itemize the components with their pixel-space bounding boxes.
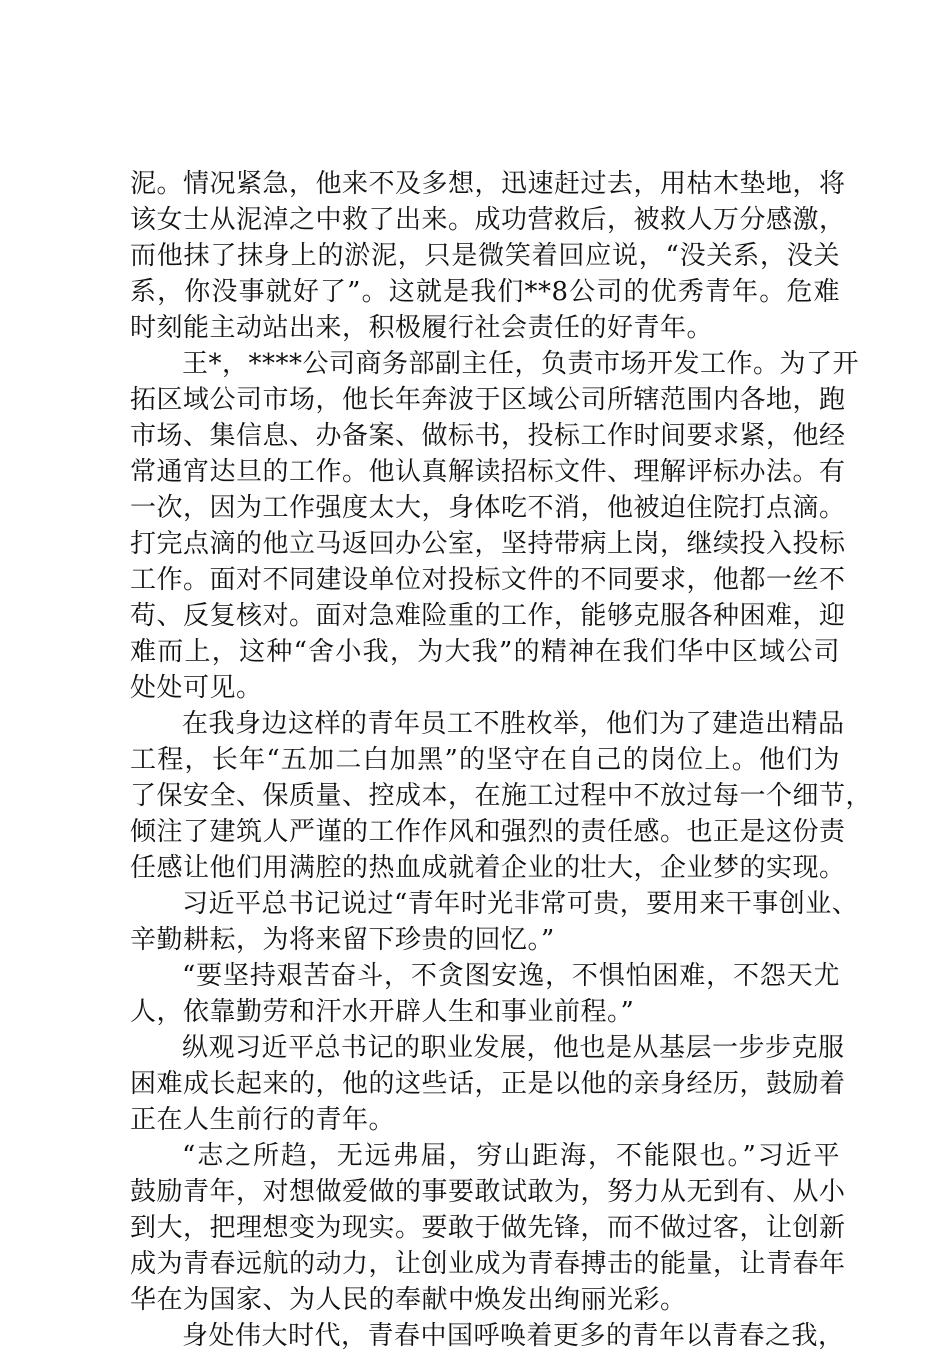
- document-body: [130, 166, 873, 1354]
- text-line: 拓区域公司市场，他长年奔波于区域公司所辖范围内各地，跑: [130, 385, 846, 415]
- paragraph-first-line: “要坚持艰苦奋斗，不贪图安逸，不惧怕困难，不怨天尤: [182, 961, 840, 991]
- text-line: 市场、集信息、办备案、做标书，投标工作时间要求紧，他经: [130, 421, 846, 451]
- text-line: 而他抹了抹身上的淤泥，只是微笑着回应说，“没关系，没关: [130, 241, 840, 271]
- text-line: 苟、反复核对。面对急难险重的工作，能够克服各种困难，迎: [130, 601, 846, 631]
- text-line: 一次，因为工作强度太大，身体吃不消，他被迫住院打点滴。: [130, 493, 846, 523]
- paragraph-first-line: 在我身边这样的青年员工不胜枚举，他们为了建造出精品: [182, 709, 845, 739]
- text-line: 系，你没事就好了”。这就是我们**8公司的优秀青年。危难: [130, 277, 840, 307]
- text-line: 鼓励青年，对想做爱做的事要敢试敢为，努力从无到有、从小: [130, 1177, 846, 1207]
- text-line: 处处可见。: [130, 673, 263, 703]
- text-line: 工作。面对不同建设单位对投标文件的不同要求，他都一丝不: [130, 565, 846, 595]
- text-line: 倾注了建筑人严谨的工作作风和强烈的责任感。也正是这份责: [130, 817, 846, 847]
- text-line: 打完点滴的他立马返回办公室，坚持带病上岗，继续投入投标: [130, 529, 846, 559]
- text-line: 华在为国家、为人民的奉献中焕发出绚丽光彩。: [130, 1285, 687, 1315]
- text-line: 成为青春远航的动力，让创业成为青春搏击的能量，让青春年: [130, 1249, 846, 1279]
- text-line: 时刻能主动站出来，积极履行社会责任的好青年。: [130, 313, 714, 343]
- text-line: 辛勤耕耘，为将来留下珍贵的回忆。”: [130, 925, 555, 955]
- text-line: 正在人生前行的青年。: [130, 1105, 396, 1135]
- paragraph-first-line: “志之所趋，无远弗届，穷山距海，不能限也。”习近平: [182, 1141, 840, 1171]
- text-line: 到大，把理想变为现实。要敢于做先锋，而不做过客，让创新: [130, 1213, 846, 1243]
- text-line: 人，依靠勤劳和汗水开辟人生和事业前程。”: [130, 997, 635, 1027]
- paragraph-first-line: 纵观习近平总书记的职业发展，他也是从基层一步步克服: [182, 1033, 845, 1063]
- text-line: 难而上，这种“舍小我，为大我”的精神在我们华中区域公司: [130, 637, 840, 667]
- paragraph-first-line: 身处伟大时代，青春中国呼唤着更多的青年以青春之我，: [182, 1321, 845, 1351]
- paragraph-first-line: 习近平总书记说过“青年时光非常可贵，要用来干事创业、: [182, 889, 859, 919]
- text-line: 常通宵达旦的工作。他认真解读招标文件、理解评标办法。有: [130, 457, 846, 487]
- text-line: 工程，长年“五加二白加黑”的坚守在自己的岗位上。他们为: [130, 745, 840, 775]
- text-line: 了保安全、保质量、控成本，在施工过程中不放过每一个细节，: [130, 781, 873, 811]
- text-line: 泥。情况紧急，他来不及多想，迅速赶过去，用枯木垫地，将: [130, 169, 846, 199]
- paragraph-first-line: 王*，****公司商务部副主任，负责市场开发工作。为了开: [182, 349, 860, 379]
- text-line: 该女士从泥淖之中救了出来。成功营救后，被救人万分感激，: [130, 205, 846, 235]
- text-line: 任感让他们用满腔的热血成就着企业的壮大，企业梦的实现。: [130, 853, 846, 883]
- text-line: 困难成长起来的，他的这些话，正是以他的亲身经历，鼓励着: [130, 1069, 846, 1099]
